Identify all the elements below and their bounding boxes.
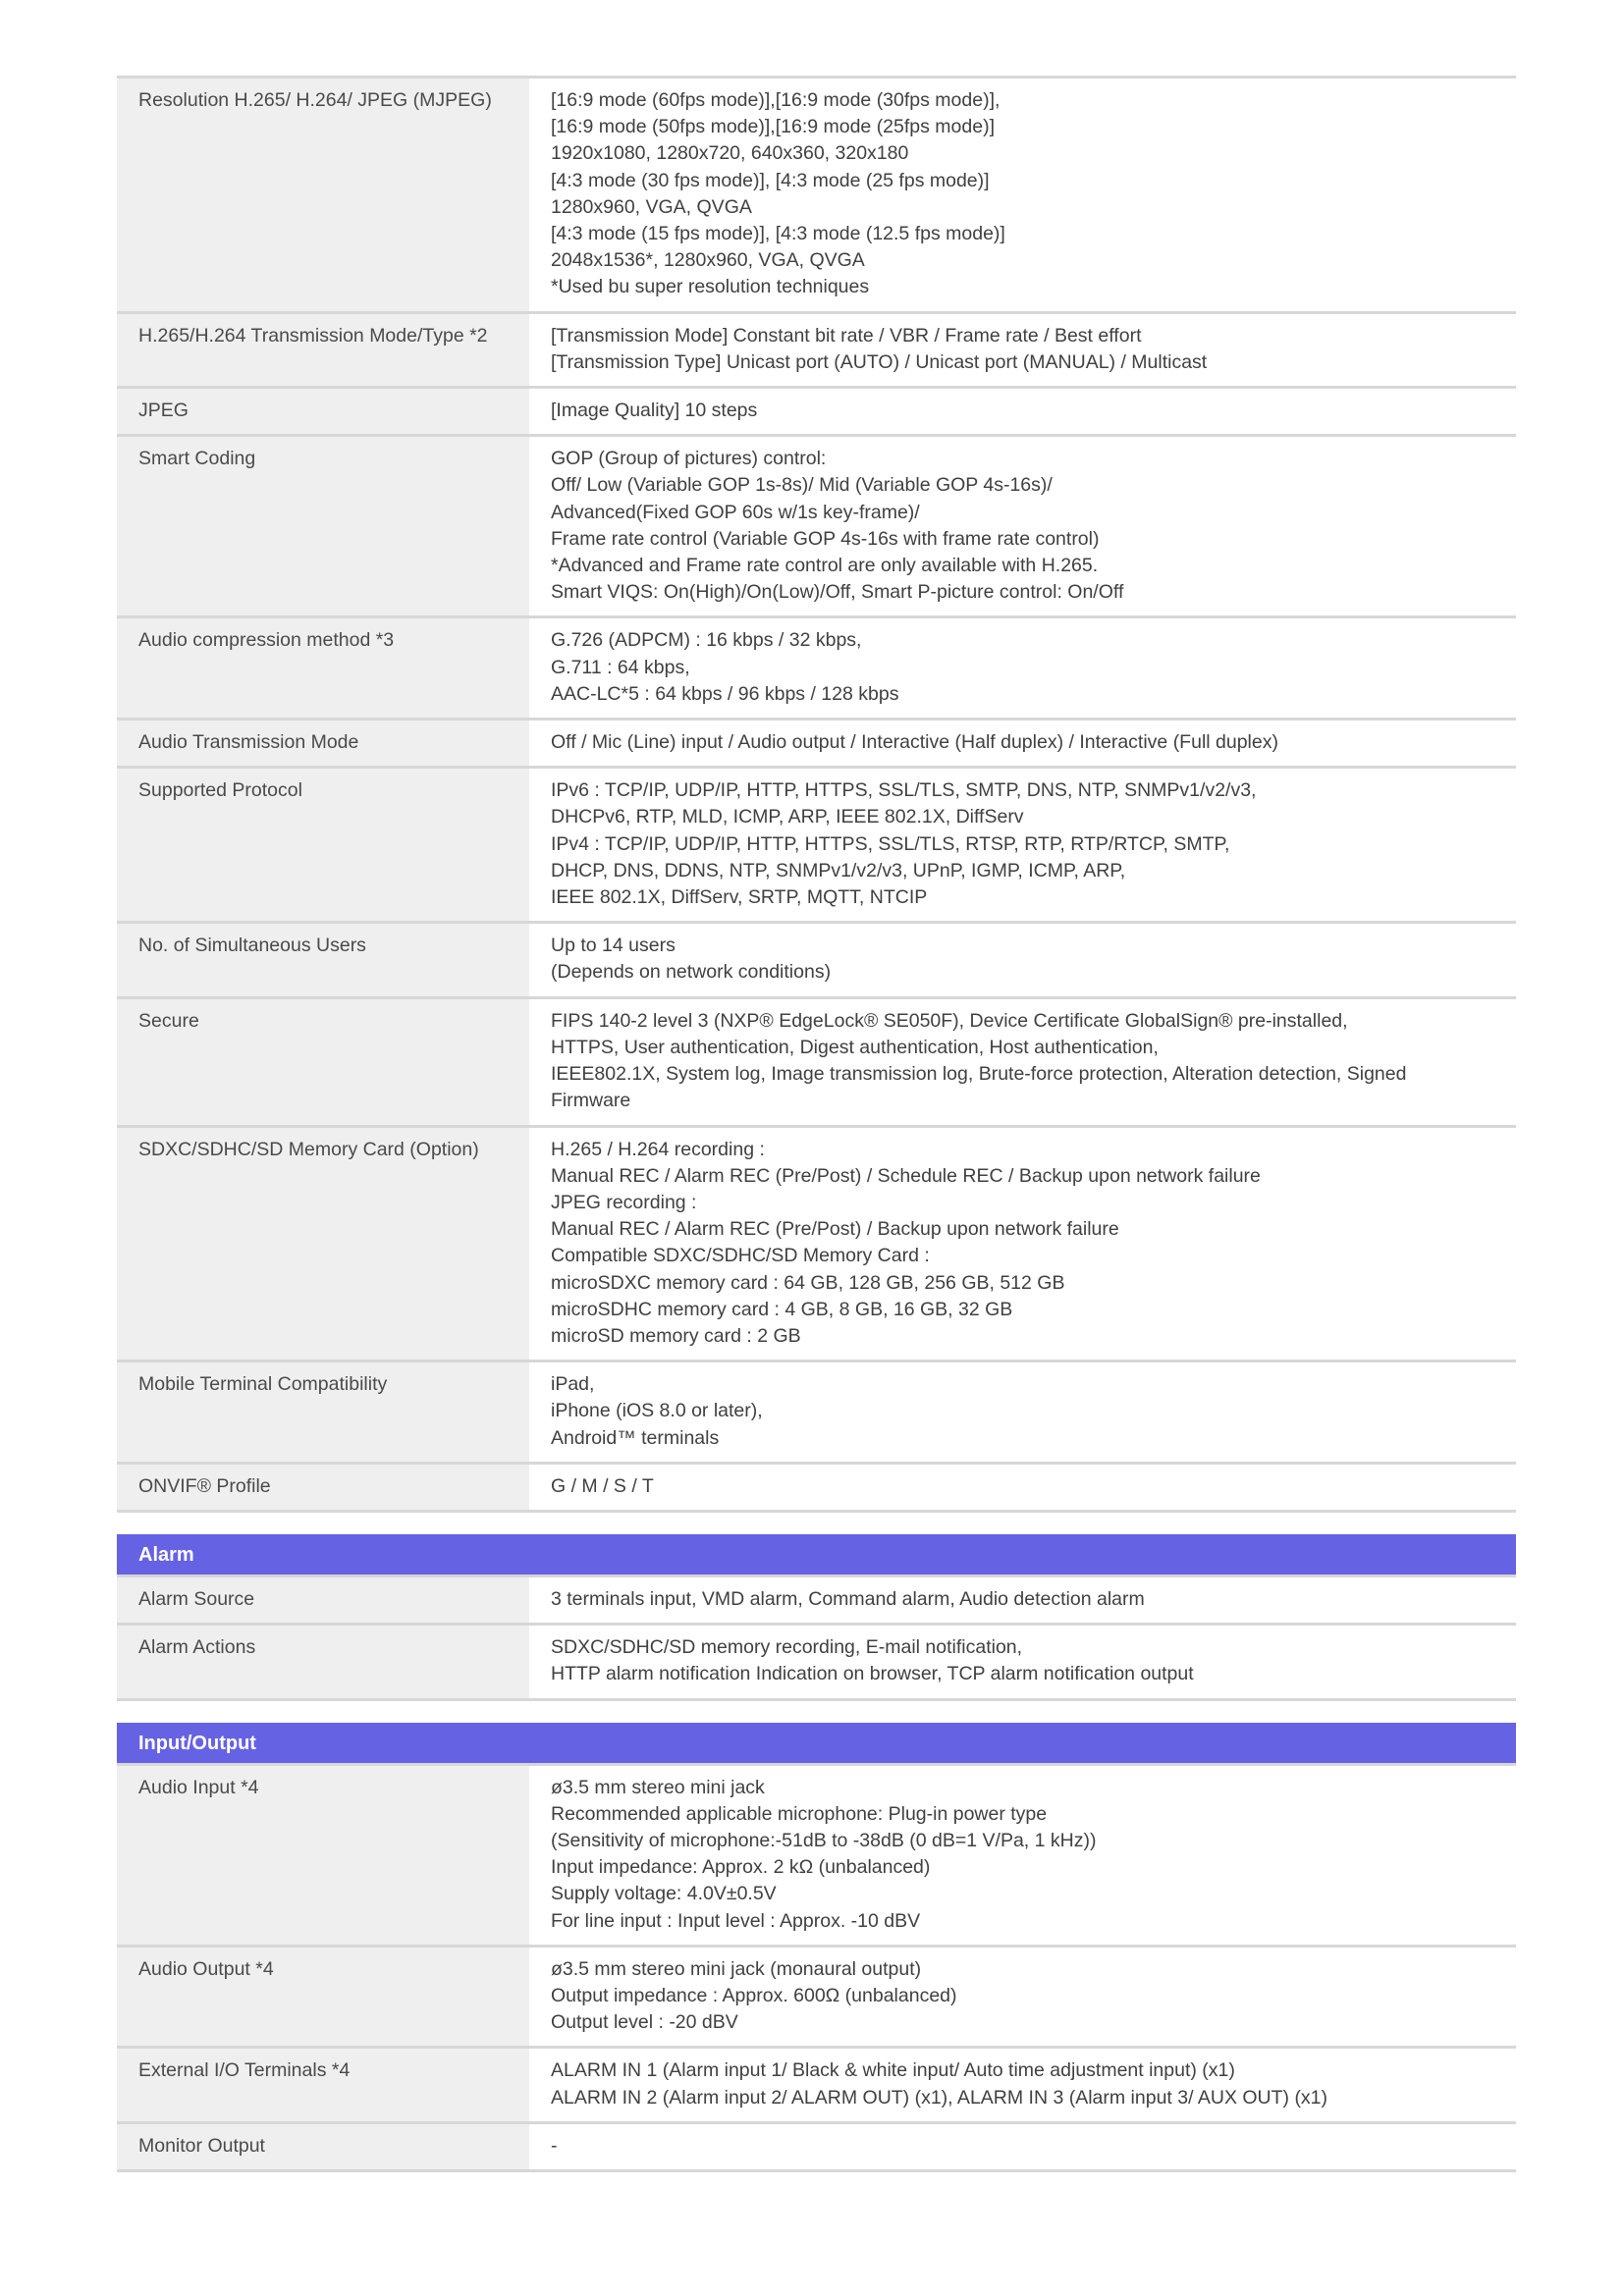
table-row xyxy=(117,2122,1516,2170)
spec-value-line: Output impedance : Approx. 600Ω (unbalanced) xyxy=(551,1984,957,2006)
spec-value-line: Smart VIQS: On(High)/On(Low)/Off, Smart P-picture control: On/Off xyxy=(551,581,1124,604)
spec-value-line: 1280x960, VGA, QVGA xyxy=(551,195,752,218)
spec-value-line: ø3.5 mm stereo mini jack xyxy=(551,1776,765,1798)
spec-value xyxy=(529,617,1516,720)
spec-value-line: [16:9 mode (50fps mode)],[16:9 mode (25fps mode)] xyxy=(551,116,995,138)
spec-value-line: [16:9 mode (60fps mode)],[16:9 mode (30fps mode)], xyxy=(551,89,1001,111)
table-row xyxy=(117,388,1516,436)
spec-value xyxy=(529,78,1516,313)
spec-label: Audio compression method *3 xyxy=(117,617,529,720)
section-heading: Alarm xyxy=(117,1534,1516,1577)
spec-value-line: IPv6 : TCP/IP, UDP/IP, HTTP, HTTPS, SSL/TLS, SMTP, DNS, NTP, SNMPv1/v2/v3, xyxy=(551,779,1257,802)
section-gap xyxy=(117,1513,1516,1534)
spec-value-line: FIPS 140-2 level 3 (NXP® EdgeLock® SE050F), Device Certificate GlobalSign® pre-installed, xyxy=(551,1009,1348,1032)
spec-value xyxy=(529,1577,1516,1625)
spec-value-line: Input impedance: Approx. 2 kΩ (unbalanced) xyxy=(551,1856,931,1879)
spec-label: H.265/H.264 Transmission Mode/Type *2 xyxy=(117,312,529,387)
spec-value-line: 2048x1536*, 1280x960, VGA, QVGA xyxy=(551,249,865,272)
spec-value-line: Firmware xyxy=(551,1090,631,1112)
spec-value xyxy=(529,1362,1516,1464)
section-heading: Input/Output xyxy=(117,1723,1516,1766)
table-row xyxy=(117,312,1516,387)
spec-value-line: IEEE802.1X, System log, Image transmission log, Brute-force protection, Alteration detection, Signed xyxy=(551,1063,1407,1086)
table-row xyxy=(117,78,1516,313)
table-row xyxy=(117,436,1516,617)
spec-value-line: [4:3 mode (15 fps mode)], [4:3 mode (12.5 fps mode)] xyxy=(551,223,1005,245)
spec-value xyxy=(529,1463,1516,1511)
spec-value-line: [4:3 mode (30 fps mode)], [4:3 mode (25 fps mode)] xyxy=(551,169,990,191)
spec-value-line: Advanced(Fixed GOP 60s w/1s key-frame)/ xyxy=(551,501,920,523)
table-row xyxy=(117,720,1516,768)
table-row xyxy=(117,997,1516,1126)
spec-value xyxy=(529,436,1516,617)
spec-value xyxy=(529,2048,1516,2122)
table-row xyxy=(117,1946,1516,2048)
spec-label: Monitor Output xyxy=(117,2122,529,2170)
table-row xyxy=(117,1766,1516,1947)
table-row xyxy=(117,1625,1516,1699)
spec-value xyxy=(529,768,1516,923)
spec-value-line: Up to 14 users xyxy=(551,934,676,957)
spec-value xyxy=(529,923,1516,997)
spec-value-line: JPEG recording : xyxy=(551,1191,697,1213)
spec-value-line: [Transmission Mode] Constant bit rate / VBR / Frame rate / Best effort xyxy=(551,324,1142,347)
spec-value xyxy=(529,997,1516,1126)
spec-value-line: ALARM IN 1 (Alarm input 1/ Black & white input/ Auto time adjustment input) (x1) xyxy=(551,2059,1235,2082)
spec-value-line: iPad, xyxy=(551,1373,595,1396)
table-row xyxy=(117,1126,1516,1362)
spec-label: Supported Protocol xyxy=(117,768,529,923)
spec-label: Audio Output *4 xyxy=(117,1946,529,2048)
spec-value-line: Recommended applicable microphone: Plug-in power type xyxy=(551,1802,1048,1825)
spec-value-line: *Used bu super resolution techniques xyxy=(551,276,870,298)
spec-value-line: microSD memory card : 2 GB xyxy=(551,1324,801,1347)
spec-value-line: AAC-LC*5 : 64 kbps / 96 kbps / 128 kbps xyxy=(551,682,899,705)
spec-label: Secure xyxy=(117,997,529,1126)
spec-value-line: DHCP, DNS, DDNS, NTP, SNMPv1/v2/v3, UPnP, IGMP, ICMP, ARP, xyxy=(551,859,1126,881)
spec-value-line: ø3.5 mm stereo mini jack (monaural output) xyxy=(551,1957,922,1980)
spec-value-line: microSDHC memory card : 4 GB, 8 GB, 16 GB, 32 GB xyxy=(551,1298,1013,1320)
spec-value-line: DHCPv6, RTP, MLD, ICMP, ARP, IEEE 802.1X, DiffServ xyxy=(551,806,1024,828)
spec-value xyxy=(529,1126,1516,1362)
spec-label: Mobile Terminal Compatibility xyxy=(117,1362,529,1464)
spec-value-line: (Sensitivity of microphone:-51dB to -38dB (0 dB=1 V/Pa, 1 kHz)) xyxy=(551,1829,1097,1851)
spec-label: ONVIF® Profile xyxy=(117,1463,529,1511)
spec-value-line: For line input : Input level : Approx. -10 dBV xyxy=(551,1909,921,1932)
spec-value xyxy=(529,1946,1516,2048)
spec-value-line: Output level : -20 dBV xyxy=(551,2011,738,2034)
spec-value-line: iPhone (iOS 8.0 or later), xyxy=(551,1400,763,1422)
table-row xyxy=(117,1463,1516,1511)
spec-label: External I/O Terminals *4 xyxy=(117,2048,529,2122)
spec-table xyxy=(117,76,1516,1513)
section-gap xyxy=(117,1701,1516,1723)
spec-label: Alarm Actions xyxy=(117,1625,529,1699)
spec-value-line: G.726 (ADPCM) : 16 kbps / 32 kbps, xyxy=(551,629,862,652)
spec-value-line: - xyxy=(551,2134,558,2157)
spec-value-line: G.711 : 64 kbps, xyxy=(551,656,690,678)
spec-label: Audio Transmission Mode xyxy=(117,720,529,768)
spec-value-line: SDXC/SDHC/SD memory recording, E-mail notification, xyxy=(551,1636,1023,1659)
spec-value-line: Supply voltage: 4.0V±0.5V xyxy=(551,1883,777,1905)
spec-table xyxy=(117,1577,1516,1701)
spec-label: Audio Input *4 xyxy=(117,1766,529,1947)
spec-value-line: [Image Quality] 10 steps xyxy=(551,400,758,422)
spec-value-line: G / M / S / T xyxy=(551,1474,654,1497)
spec-value-line: (Depends on network conditions) xyxy=(551,961,832,984)
table-row xyxy=(117,617,1516,720)
spec-value xyxy=(529,388,1516,436)
spec-value-line: HTTP alarm notification Indication on browser, TCP alarm notification output xyxy=(551,1663,1194,1685)
table-row xyxy=(117,1362,1516,1464)
table-row xyxy=(117,2048,1516,2122)
spec-value xyxy=(529,1766,1516,1947)
spec-label: Resolution H.265/ H.264/ JPEG (MJPEG) xyxy=(117,78,529,313)
spec-value-line: Manual REC / Alarm REC (Pre/Post) / Schedule REC / Backup upon network failure xyxy=(551,1164,1261,1187)
spec-value-line: Android™ terminals xyxy=(551,1426,720,1449)
spec-value-line: *Advanced and Frame rate control are only available with H.265. xyxy=(551,555,1099,577)
table-row xyxy=(117,768,1516,923)
spec-label: JPEG xyxy=(117,388,529,436)
spec-value-line: IEEE 802.1X, DiffServ, SRTP, MQTT, NTCIP xyxy=(551,886,928,909)
spec-sheet xyxy=(117,76,1516,2172)
spec-value-line: 3 terminals input, VMD alarm, Command alarm, Audio detection alarm xyxy=(551,1587,1145,1610)
spec-value xyxy=(529,720,1516,768)
spec-label: SDXC/SDHC/SD Memory Card (Option) xyxy=(117,1126,529,1362)
spec-value-line: Frame rate control (Variable GOP 4s-16s with frame rate control) xyxy=(551,527,1100,550)
spec-value-line: [Transmission Type] Unicast port (AUTO) / Unicast port (MANUAL) / Multicast xyxy=(551,350,1208,373)
spec-value-line: GOP (Group of pictures) control: xyxy=(551,448,827,470)
spec-value xyxy=(529,1625,1516,1699)
spec-label: Smart Coding xyxy=(117,436,529,617)
spec-value-line: Manual REC / Alarm REC (Pre/Post) / Backup upon network failure xyxy=(551,1218,1119,1241)
spec-value xyxy=(529,312,1516,387)
spec-label: Alarm Source xyxy=(117,1577,529,1625)
spec-value-line: Off / Mic (Line) input / Audio output / Interactive (Half duplex) / Interactive (Full duplex) xyxy=(551,731,1278,754)
spec-value-line: 1920x1080, 1280x720, 640x360, 320x180 xyxy=(551,142,909,165)
table-row xyxy=(117,1577,1516,1625)
table-row xyxy=(117,923,1516,997)
spec-value-line: Off/ Low (Variable GOP 1s-8s)/ Mid (Variable GOP 4s-16s)/ xyxy=(551,474,1053,497)
spec-value-line: Compatible SDXC/SDHC/SD Memory Card : xyxy=(551,1245,930,1267)
spec-value-line: H.265 / H.264 recording : xyxy=(551,1138,765,1160)
spec-value xyxy=(529,2122,1516,2170)
spec-value-line: HTTPS, User authentication, Digest authentication, Host authentication, xyxy=(551,1036,1159,1058)
spec-table xyxy=(117,1766,1516,2172)
spec-value-line: microSDXC memory card : 64 GB, 128 GB, 256 GB, 512 GB xyxy=(551,1271,1065,1294)
spec-value-line: IPv4 : TCP/IP, UDP/IP, HTTP, HTTPS, SSL/TLS, RTSP, RTP, RTP/RTCP, SMTP, xyxy=(551,832,1230,855)
spec-value-line: ALARM IN 2 (Alarm input 2/ ALARM OUT) (x1), ALARM IN 3 (Alarm input 3/ AUX OUT) (x1) xyxy=(551,2086,1328,2109)
spec-label: No. of Simultaneous Users xyxy=(117,923,529,997)
